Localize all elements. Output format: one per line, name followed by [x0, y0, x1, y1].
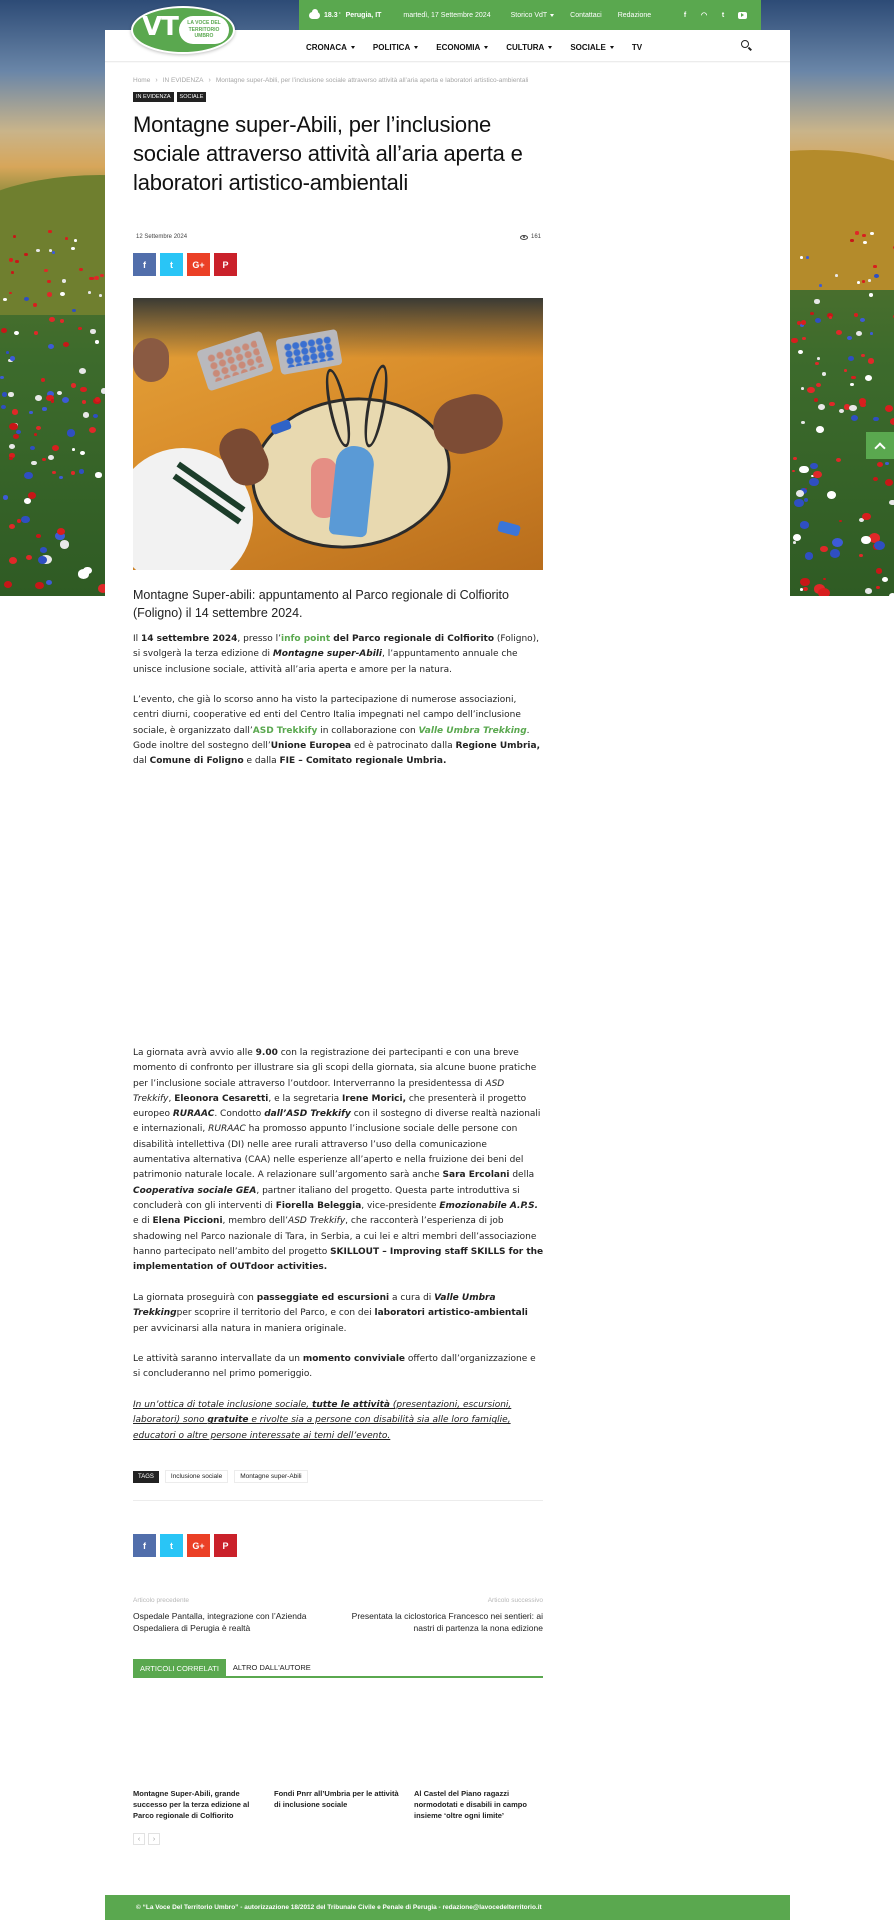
text-run: . Gode inoltre del sostegno dell’ — [133, 725, 530, 751]
text-bold-italic: Montagne super-Abili — [272, 649, 382, 660]
flower-decoration — [814, 299, 819, 304]
text-run: , e la segretaria — [268, 1093, 342, 1104]
flower-decoration — [95, 397, 101, 402]
text-italic: ASD Trekkify — [133, 1078, 505, 1104]
top-menu-redazione[interactable]: Redazione — [617, 11, 652, 19]
next-article[interactable] — [343, 1597, 543, 1634]
text-run: , che racconterà l’esperienza di job shadowing nel Parco nazionale di Tara, in Serbia, a cui lei e altri membri dell’associazione hanno partecipato nell’ambito del progetto — [133, 1216, 537, 1257]
text-bold: tutte le attività — [312, 1400, 390, 1410]
chevron-right-icon: › — [155, 77, 158, 84]
flower-decoration — [52, 471, 56, 474]
flower-decoration — [801, 320, 806, 324]
text-bold-italic: Cooperativa sociale GEA — [133, 1185, 257, 1196]
flower-decoration — [95, 472, 101, 477]
text-run: per scoprire il territorio del Parco, e con dei — [176, 1308, 375, 1319]
top-menu-contattaci[interactable]: Contattaci — [570, 11, 602, 19]
flower-decoration — [82, 400, 86, 404]
logo-text: LA VOCE DEL TERRITORIO UMBRO — [187, 20, 221, 39]
breadcrumb — [133, 77, 528, 84]
flower-decoration — [854, 313, 859, 317]
current-date: martedì, 17 Settembre 2024 — [403, 11, 491, 19]
weather-widget — [309, 12, 381, 19]
text-bold: 14 settembre 2024 — [141, 634, 238, 644]
nav-divider — [105, 61, 790, 63]
text-bold: gratuite — [207, 1415, 249, 1426]
text-bold-italic: Valle Umbra Trekking — [133, 1293, 496, 1319]
text-run: della — [509, 1170, 535, 1181]
nav-label: CULTURA — [506, 42, 545, 52]
text-run: ed è patrocinato dalla — [351, 740, 456, 751]
flower-decoration — [57, 528, 65, 535]
flower-decoration — [65, 237, 68, 240]
flower-decoration — [860, 318, 865, 322]
flower-decoration — [851, 415, 858, 421]
flower-decoration — [802, 337, 805, 340]
flower-decoration — [34, 331, 38, 335]
weather-city: Perugia, IT — [345, 11, 382, 19]
article-date: 12 Settembre 2024 — [136, 234, 188, 240]
text-italic: ASD Trekkify — [288, 1216, 346, 1227]
flower-decoration — [851, 376, 855, 380]
text-run: con la registrazione dei partecipanti e con una breve momento di confronto per illustrare sia gli scopi della giornata, sia alcune buone pratiche per l’inclusione sociale attraverso l’outdoor. Interverranno la presidentessa di — [133, 1048, 537, 1089]
nav-item-economia[interactable] — [436, 40, 488, 54]
rss-icon[interactable]: ◠ — [700, 12, 708, 19]
flower-decoration — [10, 356, 15, 361]
flower-decoration — [35, 395, 42, 401]
search-handle — [748, 47, 752, 51]
flower-decoration — [889, 500, 894, 506]
pager-next-button[interactable]: › — [148, 1833, 160, 1845]
google-plus-share-button[interactable]: G+ — [187, 253, 210, 276]
flower-decoration — [862, 234, 865, 237]
flower-decoration — [890, 418, 894, 425]
category-badge[interactable]: SOCIALE — [177, 92, 207, 102]
flower-decoration — [818, 588, 831, 596]
social-links — [680, 10, 747, 20]
flower-decoration — [794, 499, 804, 508]
flower-decoration — [868, 279, 871, 282]
flower-decoration — [94, 276, 99, 280]
article-title: Montagne super-Abili, per l’inclusione sociale attraverso attività all’aria aperta e laboratori artistico-ambientali — [133, 112, 523, 195]
asd-trekkify-link[interactable]: ASD Trekkify — [252, 725, 318, 736]
flower-decoration — [79, 469, 85, 474]
eye-icon — [520, 235, 528, 240]
related-article-title[interactable]: Montagne Super-Abili, grande successo per la terza edizione al Parco regionale di Colfiorito — [133, 1789, 250, 1820]
text-run: La giornata proseguirà con — [133, 1293, 257, 1303]
tags-label: TAGS — [133, 1471, 159, 1483]
twitter-icon[interactable]: t — [721, 11, 725, 19]
flower-decoration — [99, 294, 102, 297]
nav-label: CRONACA — [306, 42, 347, 52]
flower-decoration — [823, 578, 826, 581]
article-subtitle: Montagne Super-abili: appuntamento al Parco regionale di Colfiorito (Foligno) il 14 settembre 2024. — [133, 588, 509, 620]
text-run: (Foligno), si svolgerà la terza edizione di — [133, 634, 540, 660]
previous-article[interactable] — [133, 1597, 333, 1634]
tags-row — [133, 1470, 308, 1483]
flower-decoration — [889, 593, 894, 596]
nav-item-cultura[interactable] — [506, 40, 552, 54]
flower-decoration — [815, 318, 821, 323]
text-italic: RURAAC — [208, 1124, 246, 1135]
chevron-down-icon — [351, 46, 355, 49]
flower-decoration — [873, 477, 878, 481]
text-bold: passeggiate ed escursioni — [256, 1293, 390, 1303]
flower-decoration — [9, 457, 13, 460]
chevron-down-icon — [484, 46, 488, 49]
flower-decoration — [806, 256, 809, 259]
flower-decoration — [46, 580, 52, 585]
tag-link[interactable]: Inclusione sociale — [165, 1470, 228, 1483]
text-bold: FIE – Comitato regionale Umbria. — [279, 756, 447, 767]
chevron-right-icon: › — [208, 77, 211, 84]
image-hand — [133, 338, 169, 382]
flower-decoration — [849, 405, 856, 411]
text-run: che presenterà il progetto europeo — [133, 1093, 527, 1120]
text-run: ha promosso appunto l’inclusione sociale delle persone con disabilità intellettiva (DI) nelle aree rurali attraverso l’uso della comunicazione aumentativa alternativa (CAA) nelle esperienze all’aperto e nella fruizione dei beni del patrimonio naturale locale. A relazionare sull’argomento sarà anche — [133, 1124, 524, 1181]
flower-decoration — [865, 588, 872, 594]
flower-decoration — [71, 471, 75, 474]
flower-decoration — [1, 328, 7, 333]
flower-decoration — [877, 462, 883, 467]
flower-decoration — [870, 332, 873, 335]
nav-label: TV — [631, 42, 643, 52]
text-run: In un’ottica di totale inclusione sociale, — [133, 1400, 313, 1410]
flower-decoration — [47, 292, 52, 297]
flower-decoration — [29, 411, 32, 414]
cloud-icon — [309, 12, 320, 19]
text-bold: momento conviviale — [302, 1354, 406, 1364]
chevron-up-icon — [874, 442, 885, 453]
text-run: , membro dell’ — [222, 1216, 289, 1227]
text-run: La giornata avrà avvio alle — [133, 1048, 256, 1058]
flower-decoration — [855, 231, 859, 234]
flower-decoration — [874, 541, 885, 550]
flower-decoration — [41, 378, 45, 381]
nav-label: SOCIALE — [570, 42, 606, 52]
pinterest-share-button[interactable]: P — [214, 1534, 237, 1557]
text-bold: SKILLOUT – Improving staff SKILLS for the implementation of OUTdoor activities. — [133, 1246, 544, 1273]
chevron-down-icon — [610, 46, 614, 49]
text-bold: laboratori artistico-ambientali — [374, 1308, 528, 1319]
flower-decoration — [876, 586, 880, 589]
footer-copyright: © “La Voce Del Territorio Umbro” - autorizzazione 18/2012 del Tribunale Civile e Penale di Perugia - redazione@lavocedelterritorio.it — [136, 1904, 542, 1911]
text-run: in collaborazione con — [317, 725, 419, 736]
related-pager — [133, 1833, 160, 1845]
flower-decoration — [832, 538, 843, 547]
related-article-title[interactable]: Fondi Pnrr all’Umbria per le attività di inclusione sociale — [274, 1789, 399, 1809]
flower-decoration — [24, 498, 31, 504]
nav-label: POLITICA — [372, 42, 411, 52]
twitter-share-button[interactable]: t — [160, 253, 183, 276]
flower-decoration — [873, 265, 876, 268]
flower-decoration — [9, 258, 13, 262]
flower-decoration — [836, 330, 842, 335]
flower-decoration — [15, 260, 18, 263]
share-buttons-top — [133, 253, 237, 276]
flower-decoration — [34, 433, 37, 436]
text-bold: Eleonora Cesaretti — [174, 1093, 269, 1104]
category-badges — [133, 92, 206, 102]
text-run: , vice-presidente — [361, 1200, 440, 1211]
text-bold-italic: RURAAC — [172, 1109, 215, 1120]
flower-decoration — [83, 567, 92, 574]
flower-decoration — [870, 232, 873, 235]
flower-decoration — [800, 521, 809, 528]
text-run: Il — [133, 634, 142, 644]
chevron-down-icon — [414, 46, 418, 49]
site-footer — [105, 1895, 790, 1920]
flower-decoration — [40, 547, 47, 553]
image-chalks — [206, 340, 264, 383]
flower-decoration — [793, 534, 801, 541]
flower-decoration — [861, 536, 870, 544]
flower-decoration — [796, 490, 804, 497]
text-bold-italic: Emozionabile A.P.S. — [439, 1200, 539, 1211]
text-run: e dalla — [243, 756, 280, 767]
tab-more-from-author[interactable]: ALTRO DALL'AUTORE — [232, 1663, 311, 1672]
related-article-card[interactable] — [133, 1705, 261, 1821]
tab-related-articles[interactable]: ARTICOLI CORRELATI — [133, 1659, 226, 1676]
text-run: e rivolte sia a persone con disabilità sia alle loro famiglie, educatori o altre persone interessate ai temi dell’evento. — [133, 1415, 511, 1441]
temperature-unit: ° — [338, 12, 341, 18]
text-bold: Unione Europea — [270, 740, 352, 751]
related-tabs — [133, 1661, 543, 1678]
facebook-icon[interactable]: f — [683, 11, 687, 19]
text-run: e di — [133, 1216, 153, 1227]
article-paragraph — [133, 1352, 545, 1383]
flower-decoration — [874, 274, 879, 278]
back-to-top-button[interactable] — [866, 432, 894, 459]
flower-decoration — [51, 399, 55, 402]
previous-article-title[interactable]: Ospedale Pantalla, integrazione con l’Azienda Ospedaliera di Perugia è realtà — [133, 1611, 307, 1633]
next-article-title[interactable]: Presentata la ciclostorica Francesco nei sentieri: ai nastri di partenza la nona edizione — [351, 1611, 543, 1633]
top-menu-storico[interactable] — [511, 12, 555, 19]
flower-decoration — [13, 235, 16, 238]
weather-temperature: 18.3 — [324, 11, 338, 19]
breadcrumb-current: Montagne super-Abili, per l’inclusione sociale attraverso attività all’aria aperta e laboratori artistico-ambientali — [215, 77, 529, 84]
text-run: , l’appuntamento annuale che unisce inclusione sociale, attività all’aria aperta e amore per la natura. — [133, 649, 518, 675]
text-run: a cura di — [389, 1293, 435, 1303]
chevron-down-icon — [550, 14, 554, 17]
valle-umbra-trekking-link[interactable]: Valle Umbra Trekking — [418, 725, 527, 736]
logo-initials: VT — [142, 12, 178, 42]
breadcrumb-home[interactable]: Home — [133, 77, 151, 84]
flower-decoration — [868, 358, 875, 364]
flower-decoration — [817, 357, 820, 360]
previous-article-label: Articolo precedente — [133, 1597, 190, 1604]
flower-decoration — [863, 241, 867, 244]
text-bold: Fiorella Beleggia — [275, 1200, 362, 1211]
flower-decoration — [862, 513, 871, 520]
flower-decoration — [36, 534, 41, 538]
flower-decoration — [800, 256, 803, 259]
flower-decoration — [52, 445, 59, 451]
facebook-share-button[interactable]: f — [133, 1534, 156, 1557]
related-article-thumbnail[interactable] — [274, 1705, 402, 1783]
text-run: (presentazioni, escursioni, laboratori) sono — [133, 1400, 512, 1426]
twitter-share-button[interactable]: t — [160, 1534, 183, 1557]
flower-decoration — [89, 277, 93, 281]
flower-decoration — [60, 319, 65, 323]
text-bold: Regione Umbria, — [455, 740, 540, 751]
text-run: L’evento, che già lo scorso anno ha visto la partecipazione di numerose associazioni, centri diurni, cooperative ed enti del Centro Italia impegnati nel campo dell’inclusione sociale, è organizzato dall’ — [133, 695, 521, 736]
facebook-share-button[interactable]: f — [133, 253, 156, 276]
pinterest-share-button[interactable]: P — [214, 253, 237, 276]
nav-item-sociale[interactable] — [570, 40, 614, 54]
flower-decoration — [859, 398, 867, 404]
article-paragraph — [133, 1046, 545, 1275]
text-run: , — [168, 1093, 175, 1104]
pager-prev-button[interactable]: ‹ — [133, 1833, 145, 1845]
text-run: per avvicinarsi alla natura in maniera originale. — [133, 1323, 347, 1334]
flower-decoration — [47, 280, 50, 283]
top-bar — [299, 0, 761, 30]
text-run: . Condotto — [214, 1109, 265, 1120]
flower-decoration — [48, 230, 51, 233]
share-buttons-bottom — [133, 1534, 237, 1557]
flower-decoration — [74, 239, 77, 242]
top-menu-label: Storico VdT — [510, 11, 548, 19]
chevron-down-icon — [548, 46, 552, 49]
flower-decoration — [12, 409, 18, 414]
text-bold: Elena Piccioni — [152, 1216, 223, 1227]
related-article-thumbnail[interactable] — [133, 1705, 261, 1783]
image-chalks — [283, 336, 334, 368]
flower-decoration — [850, 239, 853, 242]
flower-decoration — [885, 405, 893, 412]
flower-decoration — [21, 516, 30, 523]
youtube-icon[interactable] — [737, 10, 747, 20]
flower-decoration — [4, 581, 12, 588]
nav-item-politica[interactable] — [373, 40, 418, 54]
flower-decoration — [818, 404, 825, 410]
flower-decoration — [803, 587, 808, 591]
flower-decoration — [804, 498, 808, 502]
text-bold: 9.00 — [255, 1048, 278, 1058]
related-article-thumbnail[interactable] — [414, 1705, 542, 1783]
flower-decoration — [829, 402, 834, 406]
text-run: , presso l’ — [237, 634, 281, 644]
view-count-value: 161 — [531, 234, 542, 240]
text-bold: Sara Ercolani — [442, 1170, 510, 1181]
text-run: Le attività saranno intervallate da un — [133, 1354, 303, 1364]
text-bold: del Parco regionale di Colfiorito — [330, 634, 495, 644]
flower-decoration — [869, 293, 874, 297]
breadcrumb-category[interactable]: IN EVIDENZA — [162, 77, 204, 84]
text-bold: Irene Morici, — [341, 1093, 406, 1104]
divider — [133, 1500, 543, 1501]
view-count — [520, 234, 541, 240]
flower-decoration — [9, 292, 12, 295]
flower-decoration — [90, 329, 95, 334]
flower-decoration — [36, 249, 39, 252]
flower-decoration — [42, 407, 46, 411]
article-hero-image — [133, 298, 543, 570]
related-article-card[interactable] — [414, 1705, 542, 1821]
flower-decoration — [38, 556, 47, 564]
flower-decoration — [810, 463, 817, 469]
main-nav — [306, 40, 660, 54]
flower-decoration — [885, 479, 893, 486]
flower-decoration — [809, 478, 819, 486]
site-logo[interactable] — [131, 6, 235, 54]
flower-decoration — [799, 466, 808, 474]
article-paragraph — [133, 632, 545, 678]
flower-decoration — [8, 392, 13, 397]
text-run: offerto dall’organizzazione e si concluderanno nel primo pomeriggio. — [133, 1354, 536, 1380]
text-bold: Comune di Foligno — [149, 756, 244, 767]
flower-decoration — [836, 458, 841, 462]
flower-decoration — [78, 327, 82, 330]
search-icon[interactable] — [741, 40, 753, 52]
article-paragraph — [133, 693, 545, 769]
tag-link[interactable]: Montagne super-Abili — [234, 1470, 307, 1483]
nav-item-tv[interactable] — [632, 40, 642, 54]
flower-decoration — [805, 552, 813, 559]
related-article-title[interactable]: Al Castel del Piano ragazzi normodotati e disabili in campo insieme ‘oltre ogni limite’ — [414, 1789, 527, 1820]
youtube-play-icon — [738, 12, 747, 19]
text-bold-italic: dall’ASD Trekkify — [264, 1109, 351, 1120]
text-run: , partner italiano del progetto. Questa parte introduttiva si concluderà con gli interventi di — [133, 1185, 520, 1211]
info-point-link[interactable]: info point — [280, 634, 331, 644]
google-plus-share-button[interactable]: G+ — [187, 1534, 210, 1557]
flower-decoration — [792, 470, 795, 473]
flower-decoration — [793, 457, 797, 460]
next-article-label: Articolo successivo — [487, 1597, 543, 1604]
article-paragraph — [133, 1398, 545, 1444]
text-run: dal — [133, 756, 150, 767]
flower-decoration — [873, 417, 878, 421]
flower-decoration — [885, 462, 889, 465]
article-paragraph — [133, 1291, 545, 1337]
flower-decoration — [62, 279, 66, 283]
flower-decoration — [57, 391, 62, 395]
nav-item-cronaca[interactable] — [306, 40, 355, 54]
flower-decoration — [80, 387, 86, 392]
flower-decoration — [60, 540, 69, 548]
text-run: con il sostegno di diverse realtà nazionali e internazionali, — [133, 1109, 541, 1135]
related-article-card[interactable] — [274, 1705, 402, 1810]
nav-label: ECONOMIA — [436, 42, 481, 52]
category-badge[interactable]: IN EVIDENZA — [133, 92, 174, 102]
flower-decoration — [814, 398, 818, 402]
flower-decoration — [830, 549, 840, 558]
